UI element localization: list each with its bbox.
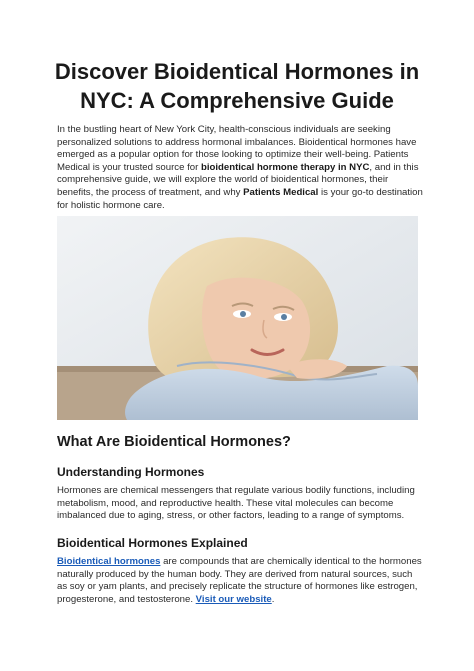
explained-text-1: are compounds that are chemically identical to the hormones naturally produced by the human body. They are derived from natural sources, such as soy or yam plants, and precisely replicate the structure of hormones like estrogen, progesterone, and testosterone. bbox=[57, 556, 422, 605]
explained-heading: Bioidentical Hormones Explained bbox=[57, 536, 248, 550]
intro-bold-therapy: bioidentical hormone therapy in NYC bbox=[200, 161, 370, 173]
intro-bold-brand: Patients Medical bbox=[243, 186, 319, 198]
intro-paragraph bbox=[57, 124, 423, 212]
hero-photo bbox=[57, 216, 418, 420]
bioidentical-hormones-link[interactable]: Bioidentical hormones bbox=[57, 556, 161, 567]
section-heading: What Are Bioidentical Hormones? bbox=[57, 434, 291, 450]
intro-text-3: is your go-to destination for holistic hormone care. bbox=[57, 186, 423, 211]
explained-text-2: . bbox=[271, 593, 275, 605]
intro-text-1: In the bustling heart of New York City, health-conscious individuals are seeking personalized solutions to address hormonal imbalances. Bioidentical hormones have emerged as a popular option for those looking to optimize their well-being. Patients Medical is your trusted source for bbox=[57, 124, 417, 173]
understanding-paragraph: Hormones are chemical messengers that regulate various bodily functions, including metabolism, mood, and reproductive health. These vital molecules can become imbalanced due to aging, stress, or other factors, leading to a range of symptoms. bbox=[57, 485, 415, 522]
woman-resting-illustration bbox=[57, 216, 418, 420]
understanding-heading: Understanding Hormones bbox=[57, 465, 205, 479]
intro-text-2: , and in this comprehensive guide, we will explore the world of bioidentical hormones, their benefits, the process of treatment, and why bbox=[57, 161, 419, 198]
visit-website-link[interactable]: Visit our website bbox=[195, 593, 272, 605]
page-title: Discover Bioidentical Hormones in NYC: A Comprehensive Guide bbox=[54, 59, 420, 113]
explained-paragraph bbox=[57, 556, 423, 606]
